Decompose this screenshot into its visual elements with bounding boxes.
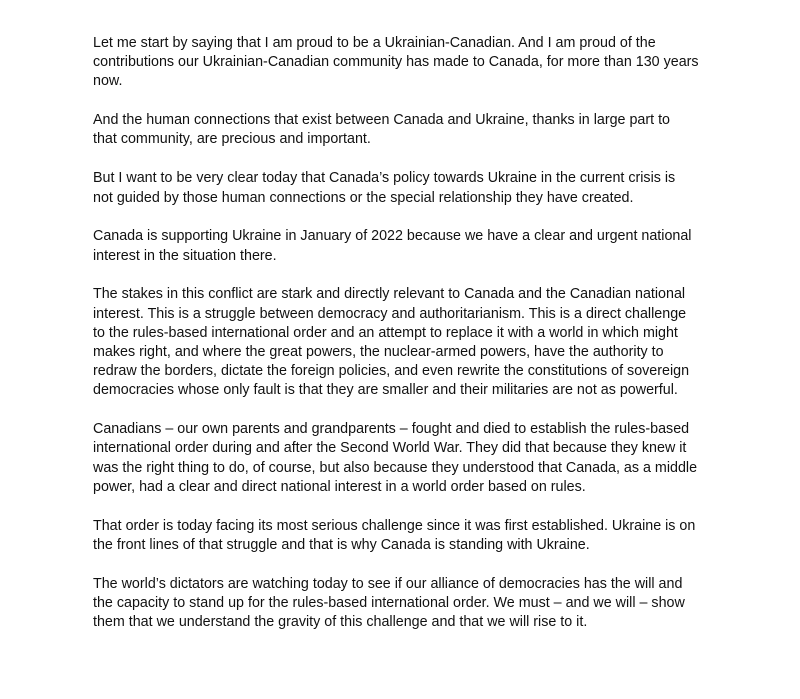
paragraph-line: was the right thing to do, of course, but also because they understood that Canada, as a middle (93, 459, 698, 476)
paragraph-line: not guided by those human connections or the special relationship they have created. (93, 189, 634, 206)
paragraph-line: the capacity to stand up for the rules-based international order. We must – and we will – show (93, 594, 685, 611)
paragraph-7 (93, 517, 733, 555)
paragraph-line: The world’s dictators are watching today to see if our alliance of democracies has the will and (93, 575, 683, 592)
paragraph-line: makes right, and where the great powers, the nuclear-armed powers, have the authority to (93, 344, 664, 360)
paragraph-2 (93, 111, 733, 149)
paragraph-line: interest. This is a struggle between democracy and authoritarianism. This is a direct challenge (93, 305, 687, 322)
paragraph-line: contributions our Ukrainian-Canadian community has made to Canada, for more than 130 years (93, 54, 699, 71)
paragraph-5 (93, 285, 733, 400)
paragraph-1 (93, 34, 733, 92)
paragraph-line: interest in the situation there. (93, 247, 277, 264)
paragraph-line: The stakes in this conflict are stark and directly relevant to Canada and the Canadian national (93, 286, 686, 303)
paragraph-4 (93, 227, 733, 265)
paragraph-line: democracies whose only fault is that they are smaller and their militaries are not as powerful. (93, 382, 678, 399)
paragraph-line: And the human connections that exist between Canada and Ukraine, thanks in large part to (93, 112, 671, 129)
paragraph-line: power, had a clear and direct national interest in a world order based on rules. (93, 478, 586, 495)
paragraph-8 (93, 575, 733, 633)
paragraph-3 (93, 169, 733, 207)
paragraph-line: Canadians – our own parents and grandparents – fought and died to establish the rules-based (93, 421, 690, 438)
paragraph-line: But I want to be very clear today that Canada’s policy towards Ukraine in the current crisis is (93, 170, 676, 187)
paragraph-line: redraw the borders, dictate the foreign policies, and even rewrite the constitutions of sovereign (93, 363, 690, 380)
paragraph-6 (93, 420, 733, 497)
paragraph-line: now. (93, 73, 123, 90)
paragraph-line: That order is today facing its most serious challenge since it was first established. Ukraine is on (93, 517, 696, 534)
paragraph-line: that community, are precious and important. (93, 131, 371, 148)
paragraph-line: to the rules-based international order and an attempt to replace it with a world in which might (93, 324, 678, 341)
paragraph-line: them that we understand the gravity of this challenge and that we will rise to it. (93, 614, 588, 631)
document-body (93, 34, 733, 652)
paragraph-line: international order during and after the Second World War. They did that because they knew it (93, 440, 687, 457)
paragraph-line: Canada is supporting Ukraine in January of 2022 because we have a clear and urgent national (93, 228, 692, 245)
paragraph-line: the front lines of that struggle and that is why Canada is standing with Ukraine. (93, 536, 590, 553)
paragraph-line: Let me start by saying that I am proud to be a Ukrainian-Canadian. And I am proud of the (93, 35, 656, 51)
